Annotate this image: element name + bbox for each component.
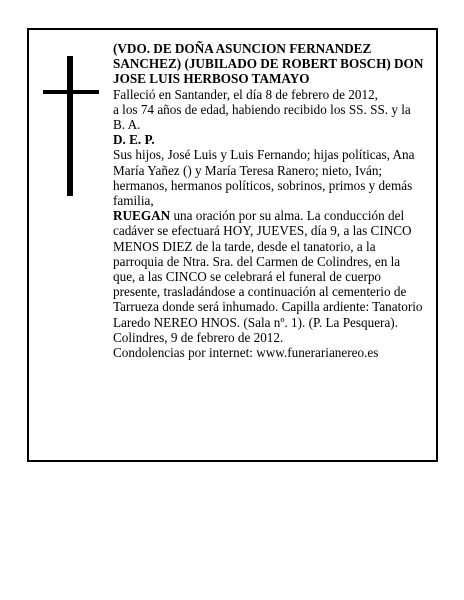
- dep-line: D. E. P.: [113, 132, 155, 148]
- death-line-1: Falleció en Santander, el día 8 de febrero de 2012,: [113, 86, 378, 102]
- cross-vertical-bar: [67, 56, 73, 196]
- ruegan-word: RUEGAN: [113, 208, 171, 224]
- deceased-heading: (VDO. DE DOÑA ASUNCION FERNANDEZ SANCHEZ) (JUBILADO DE ROBERT BOSCH) DON JOSE LUIS HERBOSO TAMAYO: [113, 41, 424, 87]
- cross-horizontal-bar: [43, 90, 99, 94]
- cross-icon: [43, 56, 99, 196]
- obituary-notice: [27, 28, 438, 462]
- family-paragraph: Sus hijos, José Luis y Luis Fernando; hijas políticas, Ana María Yañez () y María Teresa Ranero; nieto, Iván; hermanos, hermanos políticos, sobrinos, primos y demás familia,: [113, 147, 415, 209]
- death-line-2: a los 74 años de edad, habiendo recibido los SS. SS. y la B. A.: [113, 101, 411, 133]
- notice-text: [113, 41, 425, 360]
- ruegan-text: una oración por su alma. La conducción del cadáver se efectuará HOY, JUEVES, día 9, a las CINCO MENOS DIEZ de la tarde, desde el tanatorio, a la parroquia de Ntra. Sra. del Carmen de Colindres, en la que, a las CINCO se celebrará el funeral de cuerpo presente, trasladándose a continuación al cementerio de Tarrueza donde será inhumado. Capilla ardiente: Tanatorio Laredo NEREO HNOS. (Sala nº. 1). (P. La Pesquera).: [113, 208, 423, 330]
- ruegan-paragraph: [113, 208, 425, 330]
- condolences-line: Condolencias por internet: www.funerarianereo.es: [113, 345, 379, 361]
- place-date: Colindres, 9 de febrero de 2012.: [113, 329, 284, 345]
